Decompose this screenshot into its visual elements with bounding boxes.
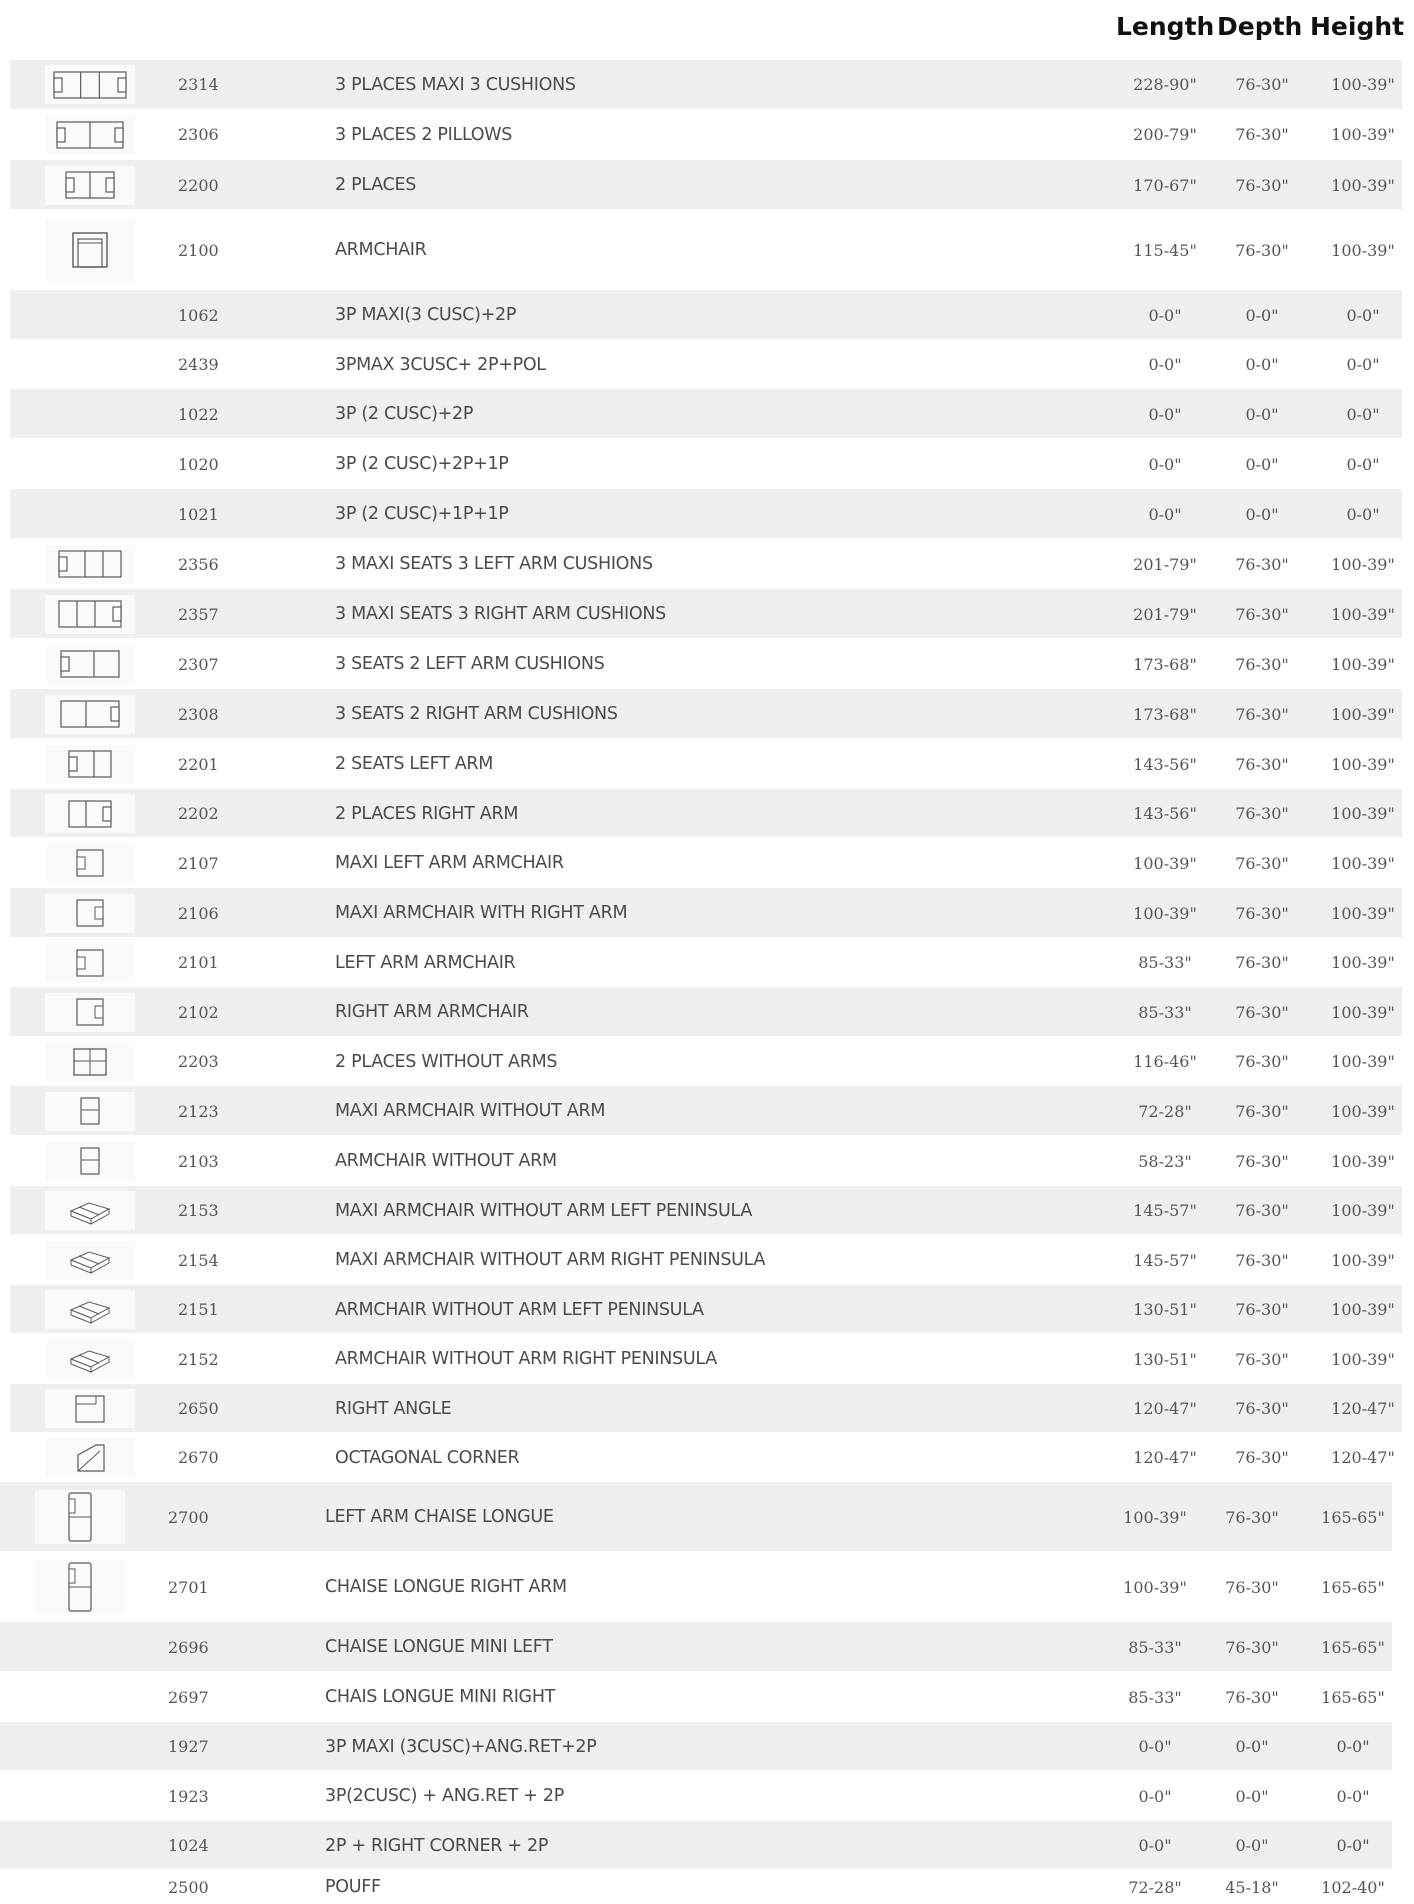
product-code: 2103: [178, 1151, 219, 1171]
height-value: 100-39": [1331, 1002, 1395, 1022]
height-value: 100-39": [1331, 1052, 1395, 1071]
table-row: [10, 1085, 1402, 1136]
depth-value: 76-30": [1235, 654, 1289, 674]
product-code: 1923: [168, 1786, 209, 1806]
product-name: 2 PLACES: [335, 175, 417, 195]
depth-value: 76-30": [1235, 604, 1289, 624]
height-value: 0-0": [1346, 454, 1380, 474]
depth-value: 0-0": [1245, 404, 1279, 424]
product-code: 2314: [178, 75, 219, 94]
product-name: LEFT ARM ARMCHAIR: [335, 952, 516, 973]
table-row: [10, 339, 1402, 389]
product-name: 3P(2CUSC) + ANG.RET + 2P: [325, 1786, 564, 1806]
length-value: 145-57": [1133, 1250, 1197, 1270]
product-code: 2203: [178, 1052, 219, 1071]
length-value: 72-28": [1138, 1101, 1192, 1121]
table-row: [10, 788, 1402, 838]
height-value: 100-39": [1331, 853, 1395, 873]
seat-no-arm-icon: [45, 1092, 135, 1131]
depth-value: 0-0": [1245, 504, 1279, 524]
table-row: [10, 738, 1402, 789]
height-value: 120-47": [1331, 1399, 1395, 1418]
length-value: 201-79": [1133, 604, 1197, 624]
row-icon-cell: [10, 789, 170, 838]
height-value: 100-39": [1331, 1201, 1395, 1220]
depth-value: 76-30": [1235, 754, 1289, 774]
depth-value: 76-30": [1235, 1448, 1289, 1467]
product-name: 3P (2 CUSC)+2P+1P: [335, 454, 509, 474]
product-code: 1021: [178, 504, 219, 524]
product-code: 2670: [178, 1448, 219, 1467]
row-icon-cell: [10, 888, 170, 938]
product-name: 3P (2 CUSC)+1P+1P: [335, 504, 509, 524]
product-code: 1022: [178, 404, 219, 424]
height-value: 0-0": [1336, 1836, 1370, 1855]
product-code: 2696: [168, 1637, 209, 1657]
length-value: 100-39": [1123, 1577, 1187, 1597]
product-code: 2308: [178, 704, 219, 724]
peninsula-icon: [45, 1340, 135, 1379]
table-row: [10, 1383, 1402, 1433]
row-icon-cell: [10, 1433, 170, 1482]
height-value: 165-65": [1321, 1637, 1385, 1657]
row-icon-cell: [10, 110, 170, 159]
table-row: [10, 887, 1402, 938]
product-name: 2P + RIGHT CORNER + 2P: [325, 1835, 549, 1856]
length-value: 85-33": [1138, 1002, 1192, 1022]
length-value: 85-33": [1128, 1637, 1182, 1657]
length-value: 58-23": [1138, 1151, 1192, 1171]
product-code: 2700: [168, 1507, 209, 1527]
table-row: [10, 588, 1402, 639]
product-code: 2307: [178, 654, 219, 674]
length-value: 201-79": [1133, 554, 1197, 574]
height-value: 100-39": [1331, 1349, 1395, 1369]
row-icon-cell: [10, 210, 170, 290]
height-value: 0-0": [1336, 1786, 1370, 1806]
row-icon-cell: [10, 1235, 170, 1285]
product-code: 2151: [178, 1300, 219, 1319]
depth-value: 76-30": [1235, 1201, 1289, 1220]
row-icon-cell: [10, 290, 170, 340]
product-name: RIGHT ARM ARMCHAIR: [335, 1002, 529, 1022]
table-row: [10, 209, 1402, 290]
product-name: MAXI LEFT ARM ARMCHAIR: [335, 853, 564, 873]
product-code: 2106: [178, 903, 219, 923]
length-value: 173-68": [1133, 654, 1197, 674]
table-row: [10, 638, 1402, 689]
row-icon-cell: [10, 1186, 170, 1235]
height-value: 165-65": [1321, 1577, 1385, 1597]
height-value: 0-0": [1336, 1737, 1370, 1756]
product-code: 2153: [178, 1201, 219, 1220]
product-name: 3 PLACES MAXI 3 CUSHIONS: [335, 74, 576, 95]
table-row: [0, 1770, 1392, 1821]
depth-value: 45-18": [1225, 1877, 1279, 1897]
row-icon-cell: [10, 1384, 170, 1433]
peninsula-icon: [45, 1290, 135, 1328]
product-name: 3 PLACES 2 PILLOWS: [335, 124, 513, 145]
height-value: 0-0": [1346, 404, 1380, 424]
length-value: 0-0": [1138, 1786, 1172, 1806]
table-row: [10, 1432, 1402, 1482]
product-name: 3 SEATS 2 LEFT ARM CUSHIONS: [335, 654, 605, 674]
product-name: 3P MAXI (3CUSC)+ANG.RET+2P: [325, 1736, 597, 1757]
row-icon-cell: [10, 60, 170, 109]
height-value: 0-0": [1346, 504, 1380, 524]
product-code: 2100: [178, 240, 219, 260]
height-value: 120-47": [1331, 1448, 1395, 1467]
peninsula-icon: [45, 1191, 135, 1229]
sofa-2-left-arm-small-icon: [45, 745, 135, 784]
length-value: 228-90": [1133, 75, 1197, 94]
depth-value: 0-0": [1235, 1836, 1269, 1855]
table-row: [10, 1333, 1402, 1384]
height-value: 100-39": [1331, 903, 1395, 923]
depth-value: 76-30": [1235, 1151, 1289, 1171]
right-angle-icon: [45, 1389, 135, 1427]
height-value: 100-39": [1331, 1101, 1395, 1121]
depth-value: 0-0": [1235, 1737, 1269, 1756]
length-value: 0-0": [1148, 355, 1182, 374]
product-code: 2356: [178, 554, 219, 574]
depth-value: 76-30": [1225, 1637, 1279, 1657]
table-row: [0, 1481, 1392, 1552]
length-value: 85-33": [1138, 953, 1192, 972]
height-value: 100-39": [1331, 125, 1395, 144]
height-value: 0-0": [1346, 305, 1380, 325]
length-value: 130-51": [1133, 1349, 1197, 1369]
height-value: 100-39": [1331, 240, 1395, 260]
length-value: 100-39": [1133, 853, 1197, 873]
product-name: CHAIS LONGUE MINI RIGHT: [325, 1687, 556, 1707]
depth-value: 76-30": [1235, 804, 1289, 823]
depth-value: 76-30": [1235, 75, 1289, 94]
product-code: 2357: [178, 604, 219, 624]
length-value: 130-51": [1133, 1300, 1197, 1319]
table-row: [10, 538, 1402, 589]
product-name: ARMCHAIR WITHOUT ARM: [335, 1151, 557, 1171]
armchair-icon: [45, 219, 135, 281]
length-value: 120-47": [1133, 1399, 1197, 1418]
sofa-2-right-arm-small-icon: [45, 794, 135, 832]
product-name: OCTAGONAL CORNER: [335, 1447, 520, 1468]
table-row: [10, 488, 1402, 539]
length-value: 120-47": [1133, 1448, 1197, 1467]
length-header: Length: [1116, 12, 1215, 41]
table-row: [10, 388, 1402, 439]
length-value: 145-57": [1133, 1201, 1197, 1220]
row-icon-cell: [0, 1672, 160, 1722]
height-value: 165-65": [1321, 1687, 1385, 1707]
table-row: [0, 1621, 1392, 1672]
product-name: 3P (2 CUSC)+2P: [335, 404, 474, 424]
sofa-2-right-arm-icon: [45, 695, 135, 734]
row-icon-cell: [10, 489, 170, 539]
product-code: 2202: [178, 804, 219, 823]
product-name: 3 MAXI SEATS 3 LEFT ARM CUSHIONS: [335, 554, 653, 574]
product-name: 3P MAXI(3 CUSC)+2P: [335, 305, 517, 325]
table-row: [0, 1820, 1392, 1870]
product-name: 2 PLACES RIGHT ARM: [335, 803, 519, 824]
length-value: 0-0": [1148, 404, 1182, 424]
height-value: 100-39": [1331, 175, 1395, 195]
row-icon-cell: [10, 539, 170, 589]
height-value: 165-65": [1321, 1507, 1385, 1527]
row-icon-cell: [10, 1086, 170, 1136]
depth-value: 76-30": [1235, 853, 1289, 873]
length-value: 200-79": [1133, 125, 1197, 144]
height-value: 100-39": [1331, 804, 1395, 823]
depth-value: 76-30": [1235, 125, 1289, 144]
product-name: 2 PLACES WITHOUT ARMS: [335, 1051, 558, 1072]
depth-value: 76-30": [1225, 1577, 1279, 1597]
depth-value: 76-30": [1235, 1052, 1289, 1071]
product-name: ARMCHAIR WITHOUT ARM LEFT PENINSULA: [335, 1299, 704, 1320]
table-header: [0, 8, 1414, 48]
product-name: CHAISE LONGUE RIGHT ARM: [325, 1577, 567, 1597]
row-icon-cell: [10, 340, 170, 389]
chaise-longue-icon: [35, 1560, 125, 1615]
table-row: [10, 1284, 1402, 1334]
sofa-3-left-arm-icon: [45, 545, 135, 584]
depth-value: 76-30": [1235, 1300, 1289, 1319]
length-value: 0-0": [1138, 1737, 1172, 1756]
product-code: 2200: [178, 175, 219, 195]
product-name: 2 SEATS LEFT ARM: [335, 754, 494, 774]
sofa-2-icon: [45, 166, 135, 205]
depth-value: 0-0": [1245, 454, 1279, 474]
height-value: 100-39": [1331, 953, 1395, 972]
armchair-right-arm-icon: [45, 993, 135, 1032]
sofa-2-left-arm-icon: [45, 645, 135, 684]
product-name: ARMCHAIR WITHOUT ARM RIGHT PENINSULA: [335, 1349, 717, 1369]
armchair-left-arm-icon: [45, 844, 135, 883]
product-code: 2697: [168, 1687, 209, 1707]
length-value: 85-33": [1128, 1687, 1182, 1707]
row-icon-cell: [0, 1482, 160, 1552]
depth-value: 76-30": [1235, 704, 1289, 724]
product-code: 2107: [178, 853, 219, 873]
row-icon-cell: [10, 1136, 170, 1186]
length-value: 0-0": [1148, 454, 1182, 474]
table-row: [10, 159, 1402, 210]
row-icon-cell: [10, 689, 170, 739]
depth-value: 76-30": [1235, 554, 1289, 574]
row-icon-cell: [10, 1285, 170, 1334]
depth-value: 76-30": [1235, 240, 1289, 260]
length-value: 100-39": [1133, 903, 1197, 923]
height-value: 100-39": [1331, 654, 1395, 674]
table-row: [10, 937, 1402, 987]
row-icon-cell: [0, 1552, 160, 1622]
height-value: 100-39": [1331, 604, 1395, 624]
depth-value: 76-30": [1235, 1349, 1289, 1369]
armchair-left-arm-icon: [45, 943, 135, 981]
height-value: 100-39": [1331, 75, 1395, 94]
row-icon-cell: [10, 987, 170, 1037]
product-code: 1927: [168, 1737, 209, 1756]
sofa-3-icon: [45, 115, 135, 153]
length-value: 173-68": [1133, 704, 1197, 724]
two-seats-no-arms-icon: [45, 1042, 135, 1080]
product-code: 1062: [178, 305, 219, 325]
table-row: [10, 1036, 1402, 1086]
depth-value: 76-30": [1235, 953, 1289, 972]
product-code: 2439: [178, 355, 219, 374]
table-row: [10, 59, 1402, 109]
product-code: 2123: [178, 1101, 219, 1121]
product-name: MAXI ARMCHAIR WITH RIGHT ARM: [335, 903, 628, 923]
row-icon-cell: [10, 639, 170, 689]
height-value: 102-40": [1321, 1877, 1385, 1897]
table-row: [10, 688, 1402, 739]
depth-value: 76-30": [1225, 1687, 1279, 1707]
row-icon-cell: [0, 1622, 160, 1672]
depth-value: 76-30": [1235, 175, 1289, 195]
chaise-longue-icon: [35, 1490, 125, 1545]
row-icon-cell: [0, 1722, 160, 1771]
sofa-3-right-arm-icon: [45, 595, 135, 634]
row-icon-cell: [10, 160, 170, 210]
length-value: 0-0": [1148, 305, 1182, 325]
table-row: [10, 1185, 1402, 1235]
table-row: [10, 289, 1402, 340]
table-row: [0, 1671, 1392, 1722]
table-row: [0, 1551, 1392, 1622]
peninsula-icon: [45, 1241, 135, 1280]
product-code: 2101: [178, 953, 219, 972]
length-value: 0-0": [1138, 1836, 1172, 1855]
length-value: 170-67": [1133, 175, 1197, 195]
length-value: 143-56": [1133, 804, 1197, 823]
product-name: MAXI ARMCHAIR WITHOUT ARM: [335, 1101, 606, 1121]
table-row: [10, 438, 1402, 489]
row-icon-cell: [10, 439, 170, 489]
table-row: [0, 1721, 1392, 1771]
row-icon-cell: [10, 589, 170, 639]
length-value: 116-46": [1133, 1052, 1197, 1071]
row-icon-cell: [0, 1821, 160, 1870]
product-name: POUFF: [325, 1877, 381, 1897]
depth-value: 0-0": [1245, 305, 1279, 325]
row-icon-cell: [10, 739, 170, 789]
row-icon-cell: [10, 838, 170, 888]
product-code: 1020: [178, 454, 219, 474]
product-code: 2152: [178, 1349, 219, 1369]
product-name: MAXI ARMCHAIR WITHOUT ARM LEFT PENINSULA: [335, 1200, 752, 1221]
product-name: 3 MAXI SEATS 3 RIGHT ARM CUSHIONS: [335, 604, 666, 624]
row-icon-cell: [0, 1870, 160, 1904]
table-row: [10, 986, 1402, 1037]
length-value: 100-39": [1123, 1507, 1187, 1527]
length-value: 115-45": [1133, 240, 1197, 260]
height-value: 100-39": [1331, 704, 1395, 724]
product-code: 2650: [178, 1399, 219, 1418]
depth-value: 0-0": [1235, 1786, 1269, 1806]
row-icon-cell: [10, 1334, 170, 1384]
product-name: ARMCHAIR: [335, 240, 427, 260]
product-code: 2306: [178, 125, 219, 144]
depth-value: 76-30": [1235, 1101, 1289, 1121]
product-name: 3PMAX 3CUSC+ 2P+POL: [335, 354, 546, 375]
table-row: [10, 837, 1402, 888]
row-icon-cell: [10, 389, 170, 439]
table-row: [10, 109, 1402, 159]
product-name: MAXI ARMCHAIR WITHOUT ARM RIGHT PENINSULA: [335, 1250, 766, 1270]
depth-value: 76-30": [1225, 1507, 1279, 1527]
octagonal-corner-icon: [45, 1438, 135, 1476]
height-value: 100-39": [1331, 1250, 1395, 1270]
sofa-3-maxi-icon: [45, 65, 135, 103]
height-header: Height: [1310, 12, 1405, 41]
armchair-right-arm-icon: [45, 894, 135, 933]
product-name: RIGHT ANGLE: [335, 1398, 452, 1419]
height-value: 0-0": [1346, 355, 1380, 374]
height-value: 100-39": [1331, 1151, 1395, 1171]
length-value: 143-56": [1133, 754, 1197, 774]
table-row: [0, 1869, 1392, 1904]
row-icon-cell: [10, 1037, 170, 1086]
product-code: 2500: [168, 1877, 209, 1897]
depth-value: 76-30": [1235, 903, 1289, 923]
depth-header: Depth: [1217, 12, 1303, 41]
height-value: 100-39": [1331, 754, 1395, 774]
product-code: 2201: [178, 754, 219, 774]
height-value: 100-39": [1331, 554, 1395, 574]
product-name: 3 SEATS 2 RIGHT ARM CUSHIONS: [335, 704, 618, 724]
depth-value: 76-30": [1235, 1002, 1289, 1022]
product-name: LEFT ARM CHAISE LONGUE: [325, 1507, 554, 1527]
height-value: 100-39": [1331, 1300, 1395, 1319]
product-name: CHAISE LONGUE MINI LEFT: [325, 1637, 553, 1657]
length-value: 72-28": [1128, 1877, 1182, 1897]
product-code: 2102: [178, 1002, 219, 1022]
table-row: [10, 1234, 1402, 1285]
product-code: 1024: [168, 1836, 209, 1855]
product-code: 2701: [168, 1577, 209, 1597]
depth-value: 76-30": [1235, 1250, 1289, 1270]
table-row: [10, 1135, 1402, 1186]
length-value: 0-0": [1148, 504, 1182, 524]
depth-value: 0-0": [1245, 355, 1279, 374]
row-icon-cell: [10, 938, 170, 987]
product-code: 2154: [178, 1250, 219, 1270]
seat-no-arm-icon: [45, 1142, 135, 1181]
row-icon-cell: [0, 1771, 160, 1821]
depth-value: 76-30": [1235, 1399, 1289, 1418]
